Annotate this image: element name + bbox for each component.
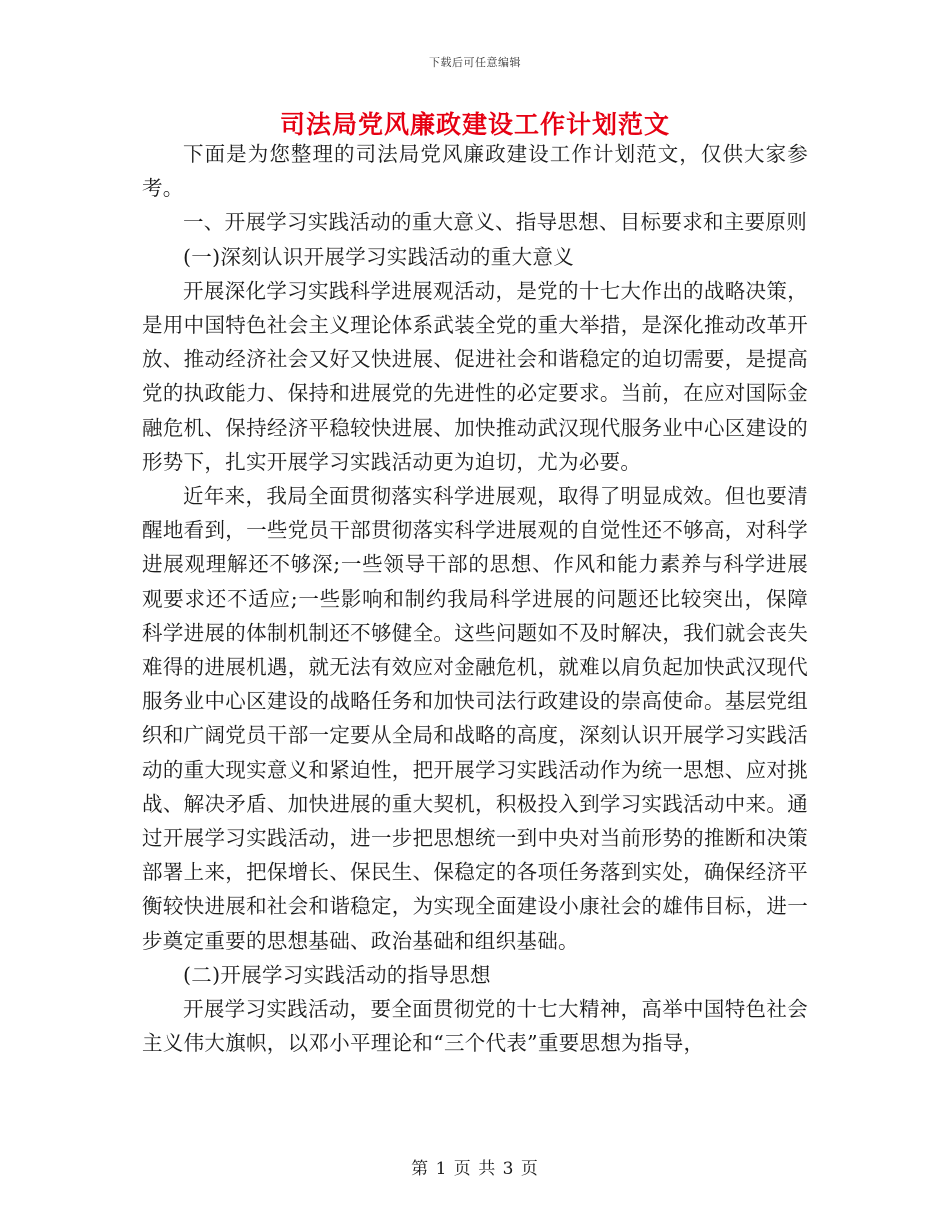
document-title: 司法局党风廉政建设工作计划范文 bbox=[279, 110, 670, 139]
document-body bbox=[142, 137, 808, 1060]
subsection-heading-2: (二)开展学习实践活动的指导思想 bbox=[183, 962, 491, 987]
page-footer: 第 1 页 共 3 页 bbox=[411, 1159, 539, 1179]
header-note: 下载后可任意编辑 bbox=[429, 56, 521, 69]
body-paragraph: 开展学习实践活动，要全面贯彻党的十七大精神，高举中国特色社会主义伟大旗帜，以邓小平理论和“三个代表”重要思想为指导， bbox=[142, 997, 808, 1056]
body-paragraph: 近年来，我局全面贯彻落实科学进展观，取得了明显成效。但也要清醒地看到，一些党员干部贯彻落实科学进展观的自觉性还不够高，对科学进展观理解还不够深;一些领导干部的思想、作风和能力素养与科学进展观要求还不适应;一些影响和制约我局科学进展的问题还比较突出，保障科学进展的体制机制还不够健全。这些问题如不及时解决，我们就会丧失难得的进展机遇，就无法有效应对金融危机，就难以肩负起加快武汉现代服务业中心区建设的战略任务和加快司法行政建设的崇高使命。基层党组织和广阔党员干部一定要从全局和战略的高度，深刻认识开展学习实践活动的重大现实意义和紧迫性，把开展学习实践活动作为统一思想、应对挑战、解决矛盾、加快进展的重大契机，积极投入到学习实践活动中来。通过开展学习实践活动，进一步把思想统一到中央对当前形势的推断和决策部署上来，把保增长、保民生、保稳定的各项任务落到实处，确保经济平衡较快进展和社会和谐稳定，为实现全面建设小康社会的雄伟目标，进一步奠定重要的思想基础、政治基础和组织基础。 bbox=[142, 484, 808, 953]
section-heading-1: 一、开展学习实践活动的重大意义、指导思想、目标要求和主要原则 bbox=[183, 210, 807, 235]
intro-paragraph: 下面是为您整理的司法局党风廉政建设工作计划范文，仅供大家参考。 bbox=[142, 142, 808, 201]
body-paragraph: 开展深化学习实践科学进展观活动，是党的十七大作出的战略决策，是用中国特色社会主义理论体系武装全党的重大举措，是深化推动改革开放、推动经济社会又好又快进展、促进社会和谐稳定的迫切需要，是提高党的执政能力、保持和进展党的先进性的必定要求。当前，在应对国际金融危机、保持经济平稳较快进展、加快推动武汉现代服务业中心区建设的形势下，扎实开展学习实践活动更为迫切，尤为必要。 bbox=[142, 278, 808, 474]
subsection-heading-1: (一)深刻认识开展学习实践活动的重大意义 bbox=[183, 244, 574, 269]
